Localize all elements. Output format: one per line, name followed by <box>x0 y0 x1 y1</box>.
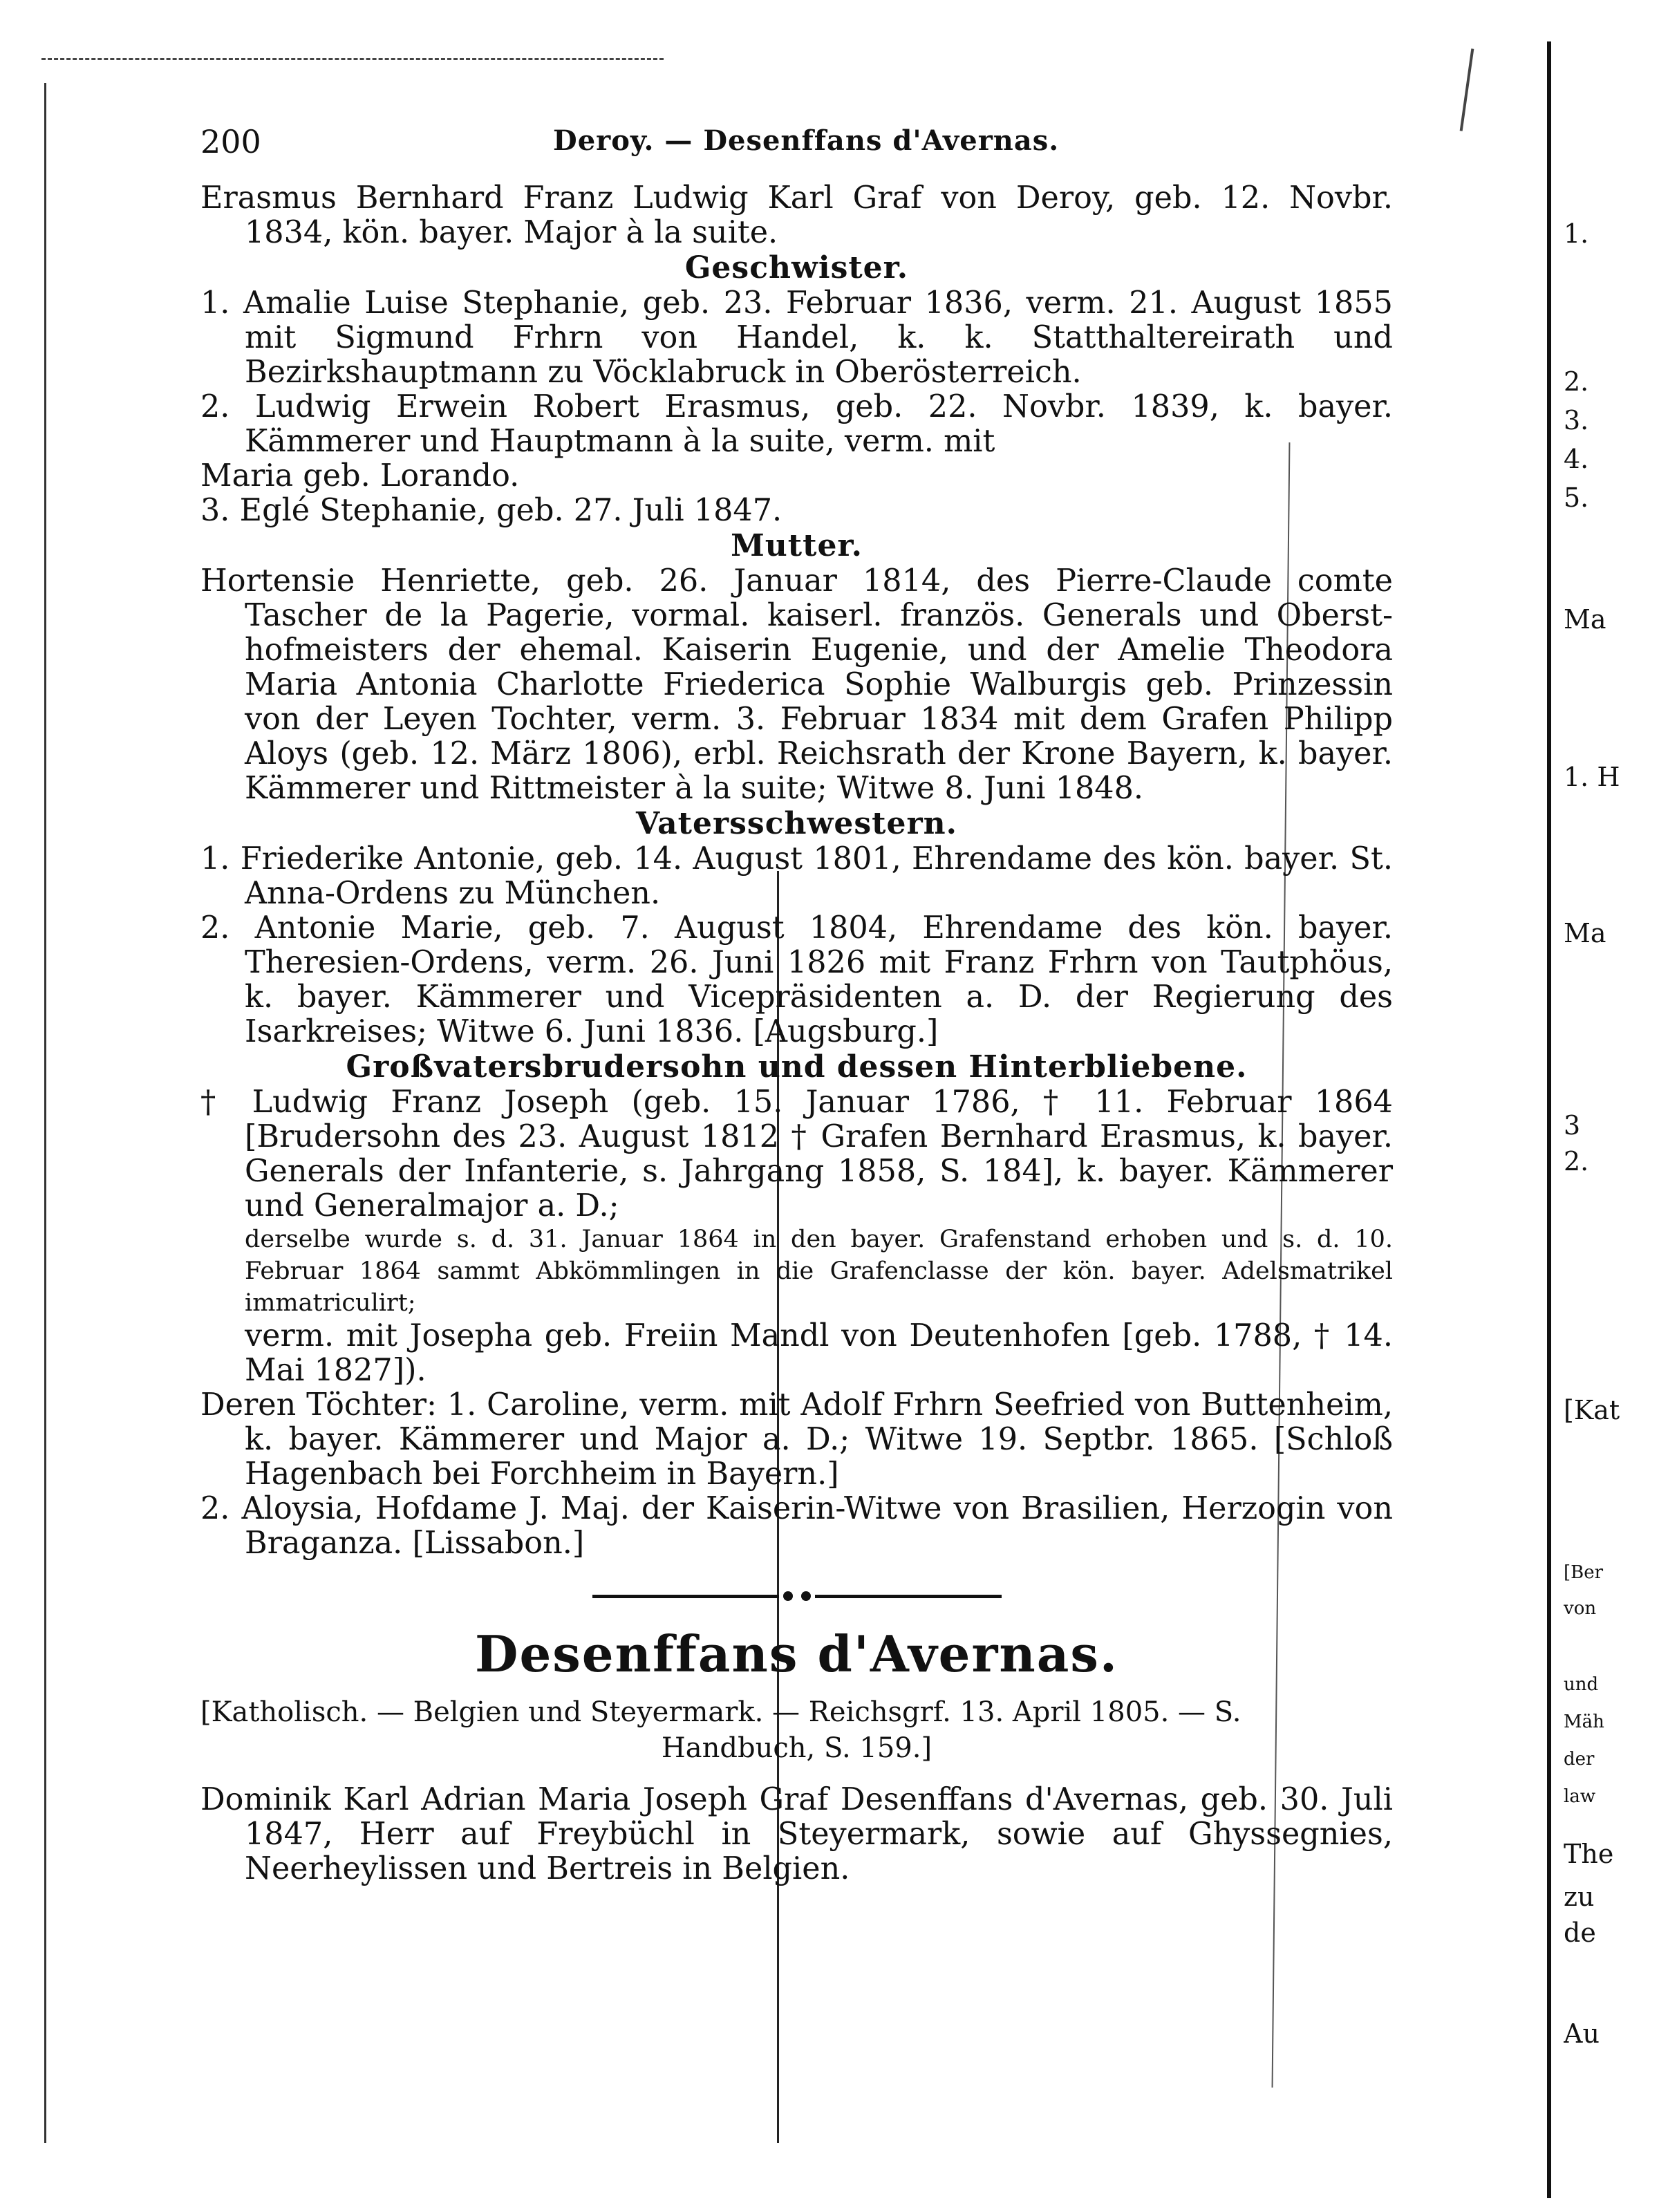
list-item: 1. Amalie Luise Stephanie, geb. 23. Februar 1836, verm. 21. August 1855 mit Sigmund Frhrn von Handel, k. k. Statthaltereirath und Bezirkshauptmann zu Vöcklabruck in Oberösterreich. <box>200 285 1393 390</box>
section-title: Desenffans d'Avernas. <box>475 1624 1118 1683</box>
adjacent-fragment: der <box>1564 1749 1595 1770</box>
list-item: 2. Ludwig Erwein Robert Erasmus, geb. 22. Novbr. 1839, k. bayer. Kämmerer und Hauptmann à la suite, verm. mit <box>200 389 1393 459</box>
adjacent-page-edge <box>1564 0 1659 2212</box>
adjacent-fragment: Au <box>1564 2018 1600 2049</box>
cousin-entry-tail: verm. mit Josepha geb. Freiin Mandl von Deutenhofen [geb. 1788, † 14. Mai 1827]). <box>245 1318 1393 1388</box>
cousin-note: derselbe wurde s. d. 31. Januar 1864 in den bayer. Grafenstand erhoben und s. d. 10. Februar 1864 sammt Abkömmlingen in die Grafenclasse der kön. bayer. Adelsmatrikel immatriculirt; <box>245 1226 1393 1317</box>
adjacent-fragment: [Kat <box>1564 1395 1620 1425</box>
family-note: [Katholisch. — Belgien und Steyermark. — Reichsgrf. 13. April 1805. — S. <box>200 1696 1241 1728</box>
mother-entry: Hortensie Henriette, geb. 26. Januar 1814, des Pierre-Claude comte Tascher de la Pagerie, vormal. kaiserl. französ. Generals und Obersthofmeisters der ehemal. Kaiserin Eugenie, und der Amelie Theodora Maria Antonia Charlotte Friederica Sophie Walburgis geb. Prinzessin von der Leyen Tochter, verm. 3. Februar 1834 mit dem Grafen Philipp Aloys (geb. 12. März 1806), erbl. Reichsrath der Krone Bayern, k. bayer. Kämmerer und Rittmeister à la suite; Witwe 8. Juni 1848. <box>200 563 1393 806</box>
list-item: Maria geb. Lorando. <box>200 458 520 494</box>
entry-head: Erasmus Bernhard Franz Ludwig Karl Graf von Deroy, geb. 12. Novbr. 1834, kön. bayer. Major à la suite. <box>200 180 1393 250</box>
adjacent-fragment: 4. <box>1564 444 1589 474</box>
adjacent-fragment: law <box>1564 1786 1596 1807</box>
adjacent-fragment: 1. H <box>1564 762 1620 792</box>
section-heading-siblings: Geschwister. <box>684 250 909 285</box>
page-gutter <box>1547 41 1551 2198</box>
adjacent-fragment: von <box>1564 1598 1597 1619</box>
adjacent-fragment: 3 <box>1564 1110 1581 1141</box>
adjacent-fragment: The <box>1564 1839 1614 1869</box>
adjacent-fragment: zu <box>1564 1882 1595 1912</box>
scan-frame-top <box>41 58 664 60</box>
daughters-entry: 2. Aloysia, Hofdame J. Maj. der Kaiserin-Witwe von Brasilien, Herzogin von Braganza. [Lissabon.] <box>200 1491 1393 1561</box>
section-heading-aunts: Vatersschwestern. <box>636 806 957 841</box>
adjacent-fragment: 2. <box>1564 366 1589 397</box>
section-heading-cousin: Großvatersbrudersohn und dessen Hinterbliebene. <box>346 1049 1248 1085</box>
adjacent-fragment: Mäh <box>1564 1712 1604 1732</box>
adjacent-fragment: Ma <box>1564 918 1606 948</box>
adjacent-fragment: und <box>1564 1674 1599 1695</box>
divider-rule <box>815 1595 1002 1598</box>
adjacent-fragment: Ma <box>1564 604 1606 635</box>
entry-head: Dominik Karl Adrian Maria Joseph Graf Desenffans d'Avernas, geb. 30. Juli 1847, Herr auf Freybüchl in Steyermark, sowie auf Ghyssegnies, Neerheylissen und Bertreis in Belgien. <box>200 1782 1393 1886</box>
list-item: 1. Friederike Antonie, geb. 14. August 1801, Ehrendame des kön. bayer. St. Anna-Ordens zu München. <box>200 841 1393 911</box>
adjacent-fragment: 5. <box>1564 482 1589 513</box>
adjacent-fragment: de <box>1564 1918 1596 1948</box>
adjacent-fragment: 3. <box>1564 405 1589 435</box>
cousin-entry: † Ludwig Franz Joseph (geb. 15. Januar 1786, † 11. Februar 1864 [Brudersohn des 23. August 1812 † Grafen Bernhard Erasmus, k. bayer. Generals der Infanterie, s. Jahrgang 1858, S. 184], k. bayer. Kämmerer und Generalmajor a. D.; <box>200 1085 1393 1224</box>
divider-dot <box>801 1591 811 1601</box>
adjacent-fragment: 2. <box>1564 1146 1589 1177</box>
divider-dot <box>783 1591 793 1601</box>
section-divider <box>200 1591 1393 1601</box>
paper-crease <box>1460 48 1474 131</box>
scan-frame-left <box>44 83 46 2143</box>
divider-rule <box>592 1595 779 1598</box>
family-note: Handbuch, S. 159.] <box>661 1732 932 1764</box>
list-item: 2. Antonie Marie, geb. 7. August 1804, Ehrendame des kön. bayer. Theresien-Ordens, verm. 26. Juni 1826 mit Franz Frhrn von Tautphöus, k. bayer. Kämmerer und Vicepräsidenten a. D. der Regierung des Isarkreises; Witwe 6. Juni 1836. [Augsburg.] <box>200 910 1393 1049</box>
running-title: Deroy. — Desenffans d'Avernas. <box>553 124 1060 157</box>
adjacent-fragment: [Ber <box>1564 1562 1604 1583</box>
page-number: 200 <box>200 123 261 160</box>
daughters-entry: Deren Töchter: 1. Caroline, verm. mit Adolf Frhrn Seefried von Buttenheim, k. bayer. Kämmerer und Major a. D.; Witwe 19. Septbr. 1865. [Schloß Hagenbach bei Forchheim in Bayern.] <box>200 1387 1393 1492</box>
main-column <box>200 181 1393 1886</box>
section-heading-mother: Mutter. <box>731 528 863 563</box>
list-item: 3. Eglé Stephanie, geb. 27. Juli 1847. <box>200 493 782 528</box>
adjacent-fragment: 1. <box>1564 218 1589 249</box>
